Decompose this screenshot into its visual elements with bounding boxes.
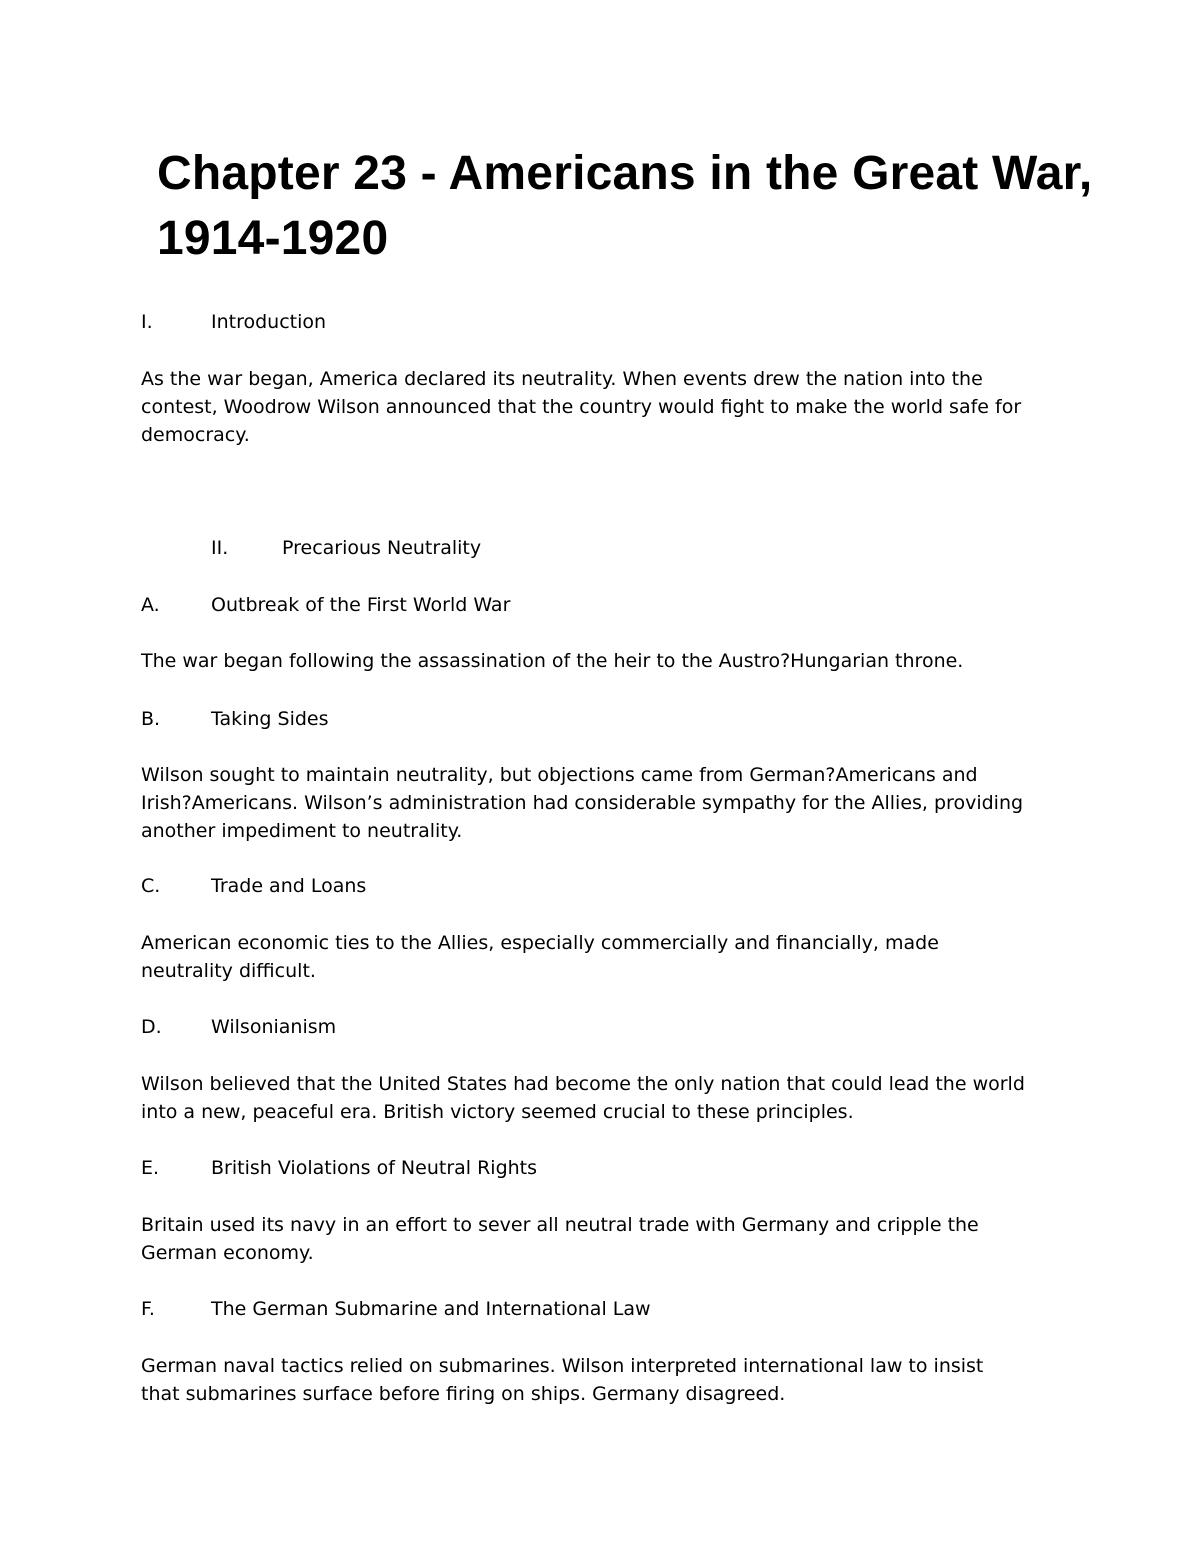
section-heading-outbreak: Outbreak of the First World War — [211, 594, 511, 616]
paragraph-introduction — [141, 365, 1071, 449]
paragraph-trade-and-loans — [141, 929, 1071, 985]
section-marker-f: F. — [141, 1298, 155, 1320]
paragraph-line: neutrality difficult. — [141, 960, 316, 982]
paragraph-line: American economic ties to the Allies, especially commercially and financially, made — [141, 932, 939, 954]
paragraph-line: The war began following the assassination of the heir to the Austro?Hungarian throne. — [141, 650, 964, 672]
paragraph-line: Wilson sought to maintain neutrality, but objections came from German?Americans and — [141, 764, 978, 786]
section-marker-i: I. — [141, 311, 153, 333]
section-heading-taking-sides: Taking Sides — [211, 708, 329, 730]
paragraph-line: Britain used its navy in an effort to sever all neutral trade with Germany and cripple the — [141, 1214, 979, 1236]
paragraph-line: German naval tactics relied on submarines. Wilson interpreted international law to insist — [141, 1355, 984, 1377]
section-heading-precarious-neutrality: Precarious Neutrality — [282, 537, 482, 559]
paragraph-line: contest, Woodrow Wilson announced that the country would fight to make the world safe for — [141, 396, 1022, 418]
paragraph-line: into a new, peaceful era. British victory seemed crucial to these principles. — [141, 1101, 854, 1123]
section-marker-b: B. — [141, 708, 161, 730]
section-heading-introduction: Introduction — [211, 311, 327, 333]
paragraph-taking-sides — [141, 761, 1071, 845]
paragraph-outbreak — [141, 647, 1071, 675]
section-heading-wilsonianism: Wilsonianism — [211, 1016, 337, 1038]
paragraph-line: Irish?Americans. Wilson’s administration had considerable sympathy for the Allies, providing — [141, 792, 1024, 814]
paragraph-line: that submarines surface before firing on ships. Germany disagreed. — [141, 1383, 786, 1405]
section-heading-trade-and-loans: Trade and Loans — [211, 875, 367, 897]
paragraph-line: Wilson believed that the United States had become the only nation that could lead the world — [141, 1073, 1025, 1095]
paragraph-line: democracy. — [141, 424, 250, 446]
section-heading-british-violations: British Violations of Neutral Rights — [211, 1157, 538, 1179]
page-title: Chapter 23 - Americans in the Great War, 1914-1920 — [157, 147, 1093, 265]
section-heading-german-submarine: The German Submarine and International Law — [211, 1298, 651, 1320]
paragraph-line: German economy. — [141, 1242, 314, 1264]
paragraph-german-submarine — [141, 1352, 1071, 1408]
section-marker-ii: II. — [211, 537, 229, 559]
section-marker-c: C. — [141, 875, 161, 897]
section-marker-d: D. — [141, 1016, 162, 1038]
paragraph-british-violations — [141, 1211, 1071, 1267]
paragraph-line: another impediment to neutrality. — [141, 820, 463, 842]
section-marker-e: E. — [141, 1157, 160, 1179]
paragraph-wilsonianism — [141, 1070, 1071, 1126]
section-marker-a: A. — [141, 594, 160, 616]
paragraph-line: As the war began, America declared its neutrality. When events drew the nation into the — [141, 368, 983, 390]
